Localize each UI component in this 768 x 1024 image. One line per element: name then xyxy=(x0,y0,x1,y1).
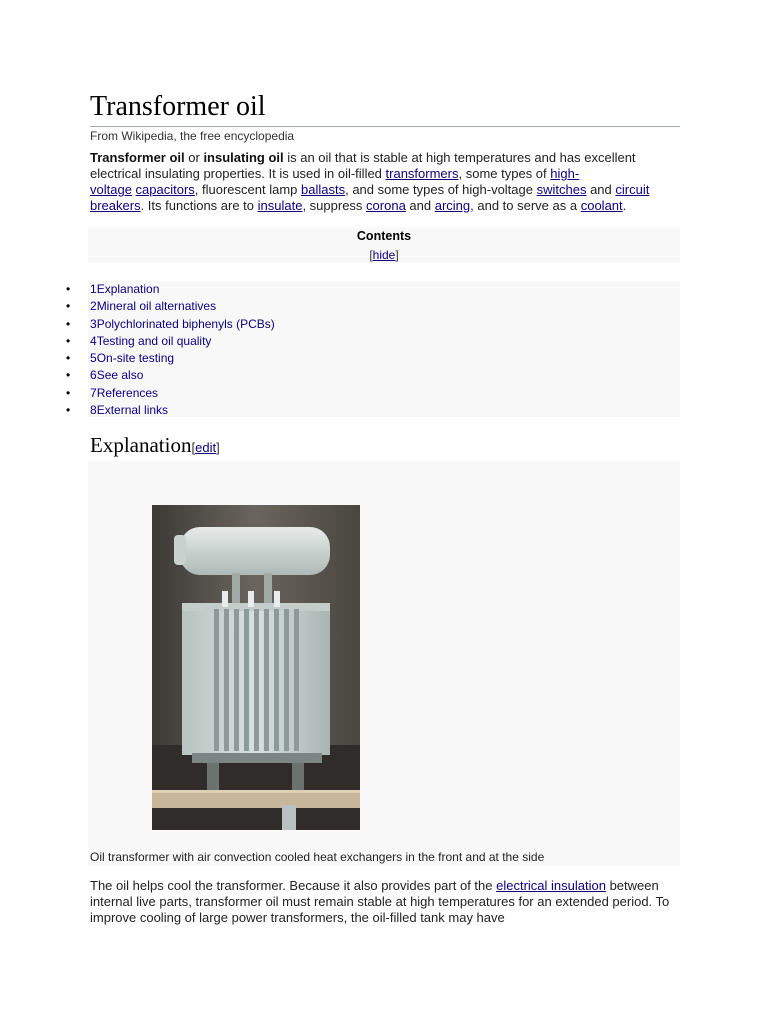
section-heading-explanation xyxy=(90,432,680,463)
toc-link[interactable] xyxy=(90,334,211,348)
lead-text: , and to serve as a xyxy=(470,198,581,213)
bullet-icon: • xyxy=(66,299,71,314)
toc-link[interactable] xyxy=(90,351,174,365)
toc-header xyxy=(88,228,680,263)
section-edit-link[interactable]: edit xyxy=(195,440,217,455)
lead-text: and xyxy=(586,182,616,197)
lead-text: . xyxy=(622,198,627,213)
link-coolant[interactable]: coolant xyxy=(580,198,623,213)
toc-item xyxy=(0,298,275,315)
link-corona[interactable]: corona xyxy=(366,198,406,213)
link-arcing[interactable]: arcing xyxy=(434,198,471,213)
bullet-icon: • xyxy=(66,368,71,383)
bracket: [ xyxy=(191,440,196,455)
toc-link[interactable] xyxy=(90,282,159,296)
toc-link[interactable] xyxy=(90,317,275,331)
body-paragraph xyxy=(90,878,680,926)
toc-label: Testing and oil quality xyxy=(96,333,212,348)
toc-number: 2 xyxy=(90,299,97,314)
bracket: [ xyxy=(369,248,373,262)
toc-item xyxy=(0,281,275,298)
link-capacitors[interactable]: capacitors xyxy=(135,182,195,197)
link-high-voltage-part2[interactable]: voltage xyxy=(90,182,132,197)
bracket: ] xyxy=(216,440,220,455)
lead-text: , suppress xyxy=(302,198,367,213)
bullet-icon: • xyxy=(66,282,71,296)
toc-item xyxy=(0,385,275,402)
bullet-icon: • xyxy=(66,385,71,400)
link-transformers[interactable]: transformers xyxy=(385,166,459,181)
tagline: From Wikipedia, the free encyclopedia xyxy=(90,129,295,143)
lead-text: . Its functions are to xyxy=(140,198,258,213)
toc-title: Contents xyxy=(356,229,412,243)
bracket: ] xyxy=(395,248,399,262)
toc-link[interactable] xyxy=(90,386,158,400)
toc-number: 8 xyxy=(90,403,97,418)
body-text: The oil helps cool the transformer. Because it also provides part of the xyxy=(90,878,497,893)
toc-hide-link[interactable]: hide xyxy=(372,248,396,262)
page-title: Transformer oil xyxy=(90,90,680,127)
toc-label: On-site testing xyxy=(96,351,175,366)
toc-label: References xyxy=(96,385,159,400)
body-text: between internal live parts, transformer oil must remain stable at high temperatures for an extended period. To improve cooling of large power transformers, the oil-filled tank may have xyxy=(90,878,670,925)
link-breakers[interactable]: breakers xyxy=(90,198,141,213)
toc-number: 3 xyxy=(90,316,97,331)
lead-bold-term-alt: insulating oil xyxy=(203,150,284,165)
toc-item xyxy=(0,350,275,367)
toc-link[interactable] xyxy=(90,368,143,382)
toc-hide-toggle xyxy=(88,248,680,262)
lead-paragraph xyxy=(90,150,680,214)
section-edit xyxy=(191,440,219,455)
lead-text: , fluorescent lamp xyxy=(194,182,302,197)
link-ballasts[interactable]: ballasts xyxy=(301,182,346,197)
toc-label: Mineral oil alternatives xyxy=(96,299,217,314)
lead-text: is an oil that is stable at high temperatures and has excellent electrical insulating properties. It is used in oil-filled xyxy=(90,150,636,181)
toc-label: Polychlorinated biphenyls (PCBs) xyxy=(96,316,275,331)
bullet-icon: • xyxy=(66,403,71,418)
toc-label: Explanation xyxy=(96,282,160,296)
lead-text: or xyxy=(184,150,204,165)
toc-number: 6 xyxy=(90,368,97,383)
link-insulate[interactable]: insulate xyxy=(257,198,303,213)
lead-text: and xyxy=(405,198,435,213)
bullet-icon: • xyxy=(66,333,71,348)
lead-text: , some types of xyxy=(458,166,551,181)
link-switches[interactable]: switches xyxy=(536,182,587,197)
toc-number: 1 xyxy=(90,282,97,296)
toc-item xyxy=(0,402,275,419)
toc-number: 4 xyxy=(90,333,97,348)
link-electrical-insulation[interactable]: electrical insulation xyxy=(496,878,606,893)
toc-item xyxy=(0,333,275,350)
transformer-illustration xyxy=(152,505,360,830)
bullet-icon: • xyxy=(66,316,71,331)
toc-number: 7 xyxy=(90,385,97,400)
link-circuit[interactable]: circuit xyxy=(615,182,650,197)
toc-item xyxy=(0,367,275,384)
toc-number: 5 xyxy=(90,351,97,366)
toc-link[interactable] xyxy=(90,403,168,417)
lead-text: , and some types of high-voltage xyxy=(345,182,537,197)
toc-item xyxy=(0,316,275,333)
section-heading-text: Explanation xyxy=(90,433,192,457)
lead-bold-term: Transformer oil xyxy=(90,150,185,165)
link-high-voltage-part1[interactable]: high- xyxy=(550,166,580,181)
figure-caption: Oil transformer with air convection cooled heat exchangers in the front and at the side xyxy=(90,850,545,864)
transformer-photo[interactable] xyxy=(152,505,360,830)
toc-list xyxy=(0,281,275,419)
toc-link[interactable] xyxy=(90,299,216,313)
toc-label: External links xyxy=(96,403,169,418)
bullet-icon: • xyxy=(66,351,71,366)
toc-label: See also xyxy=(96,368,144,383)
